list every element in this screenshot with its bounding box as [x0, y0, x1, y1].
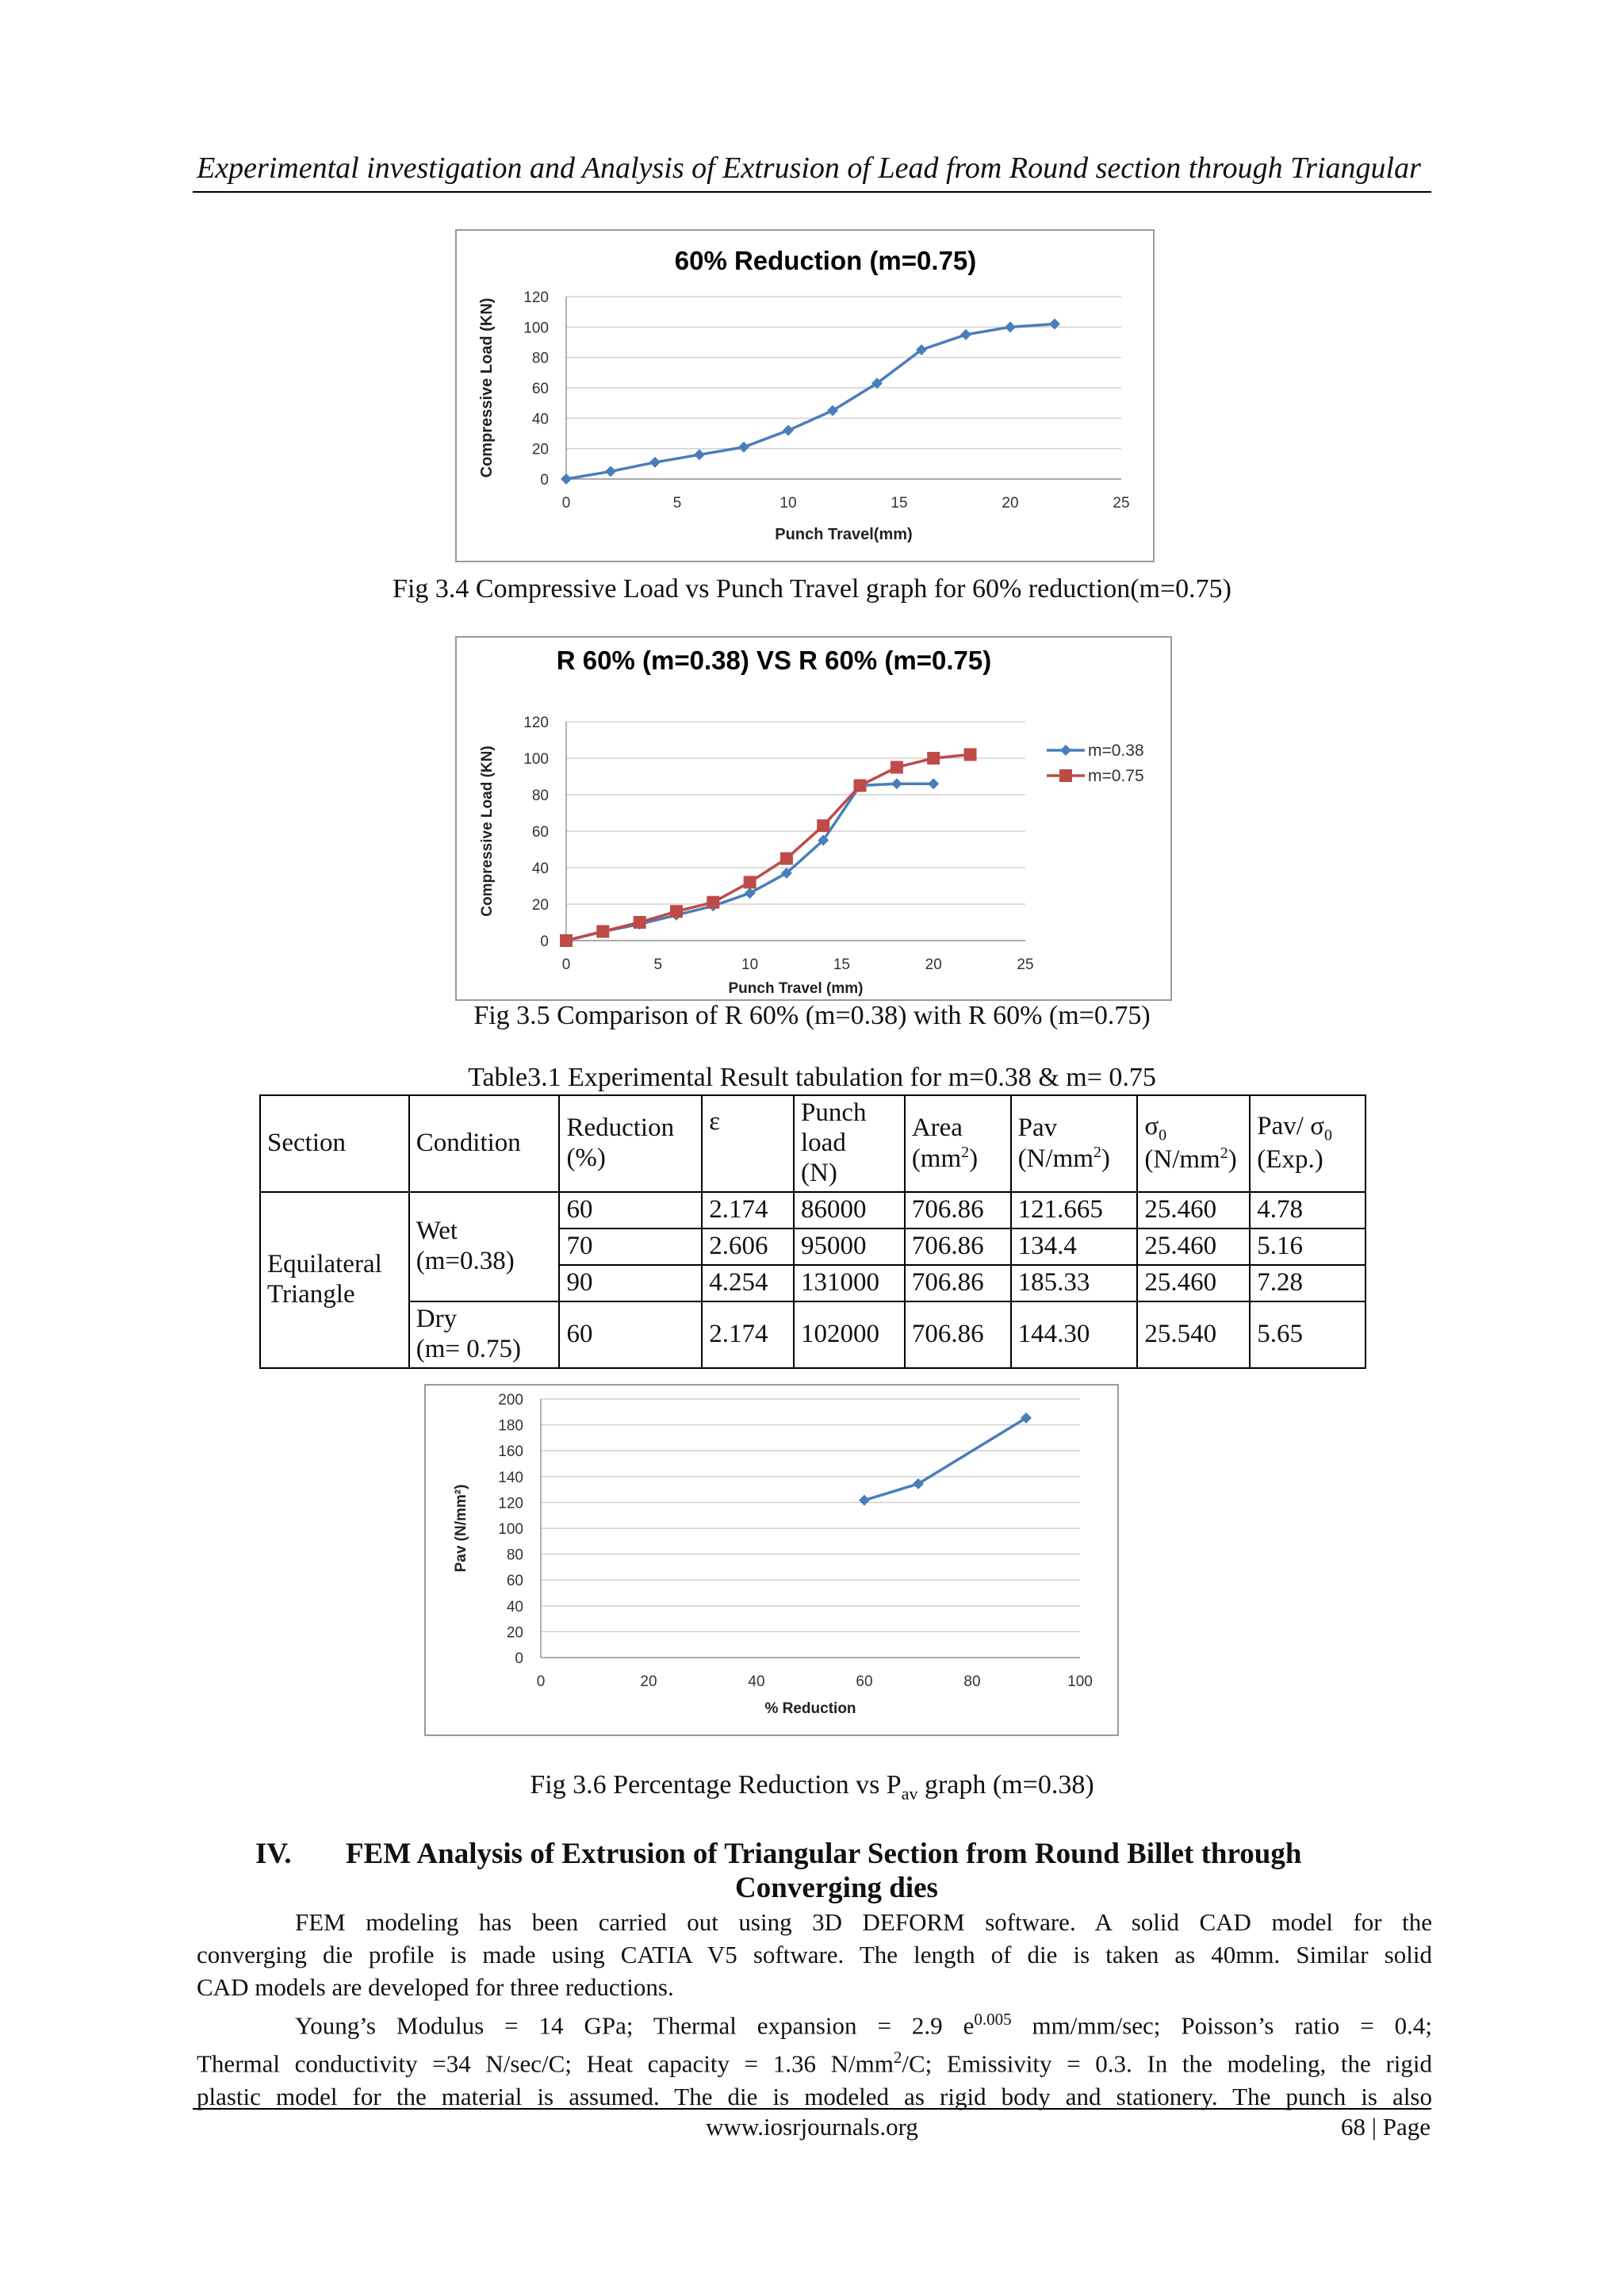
header-punch-line3: (N) [801, 1158, 837, 1187]
dry-line1: Dry [416, 1304, 458, 1333]
x-tick-label: 0 [561, 495, 571, 512]
cell-strain: 2.174 [702, 1301, 794, 1368]
y-axis-label: Compressive Load (KN) [479, 746, 496, 917]
data-point [560, 934, 573, 947]
header-reduction-line1: Reduction [566, 1114, 675, 1143]
footer-rule [193, 2108, 1431, 2110]
footer-page: 68 | Page [1341, 2113, 1431, 2141]
header-pav-sup: 2 [1093, 1143, 1101, 1161]
y-tick-label: 0 [540, 933, 549, 950]
chart-title: 60% Reduction (m=0.75) [674, 246, 977, 275]
cell-strain: 2.174 [702, 1192, 794, 1228]
data-point [745, 887, 756, 899]
legend-label: m=0.38 [1088, 742, 1144, 760]
fig36-caption-post: graph (m=0.38) [917, 1770, 1094, 1800]
header-area-unit: (mm [911, 1144, 962, 1173]
footer-site: www.iosrjournals.org [706, 2113, 918, 2141]
cell-pav: 134.4 [1011, 1228, 1138, 1265]
y-tick-label: 40 [531, 861, 549, 877]
header-ratio-line2: (Exp.) [1257, 1144, 1323, 1174]
x-tick-label: 0 [536, 1673, 546, 1690]
table-caption: Table3.1 Experimental Result tabulation for m=0.38 & m= 0.75 [468, 1063, 1156, 1092]
y-tick-label: 100 [498, 1521, 523, 1538]
x-tick-label: 40 [748, 1673, 765, 1690]
data-point [927, 752, 940, 765]
p2-text-c: Thermal conductivity =34 N/sec/C; Heat capacity = 1.36 N/mm [197, 2049, 894, 2078]
y-tick-label: 120 [523, 289, 549, 306]
y-tick-label: 80 [531, 350, 549, 367]
table-row [260, 1301, 1365, 1368]
header-ratio [1250, 1095, 1365, 1192]
header-pav-line1: Pav [1017, 1113, 1058, 1142]
section-title-line2: Converging dies [735, 1872, 938, 1904]
cell-pav: 121.665 [1011, 1192, 1138, 1228]
x-tick-label: 10 [741, 956, 759, 973]
y-tick-label: 60 [506, 1573, 523, 1590]
header-rule [193, 191, 1431, 193]
y-tick-label: 140 [498, 1469, 523, 1486]
header-pav [1011, 1095, 1138, 1192]
header-sigma-close: ) [1228, 1145, 1237, 1175]
cell-reduction: 70 [559, 1228, 702, 1265]
y-tick-label: 120 [498, 1495, 523, 1512]
header-sigma-symbol: σ [1144, 1111, 1159, 1140]
x-tick-label: 5 [672, 495, 682, 512]
cell-punch-load: 95000 [794, 1228, 905, 1265]
y-tick-label: 40 [506, 1598, 523, 1616]
p2-line2 [197, 2041, 1432, 2079]
x-tick-label: 25 [1017, 956, 1034, 973]
header-area [905, 1095, 1011, 1192]
p2-text-a: Young’s Modulus = 14 GPa; Thermal expansion = 2.9 e [295, 2011, 975, 2040]
header-pav-unit: (N/mm [1017, 1144, 1094, 1173]
header-pav-close: ) [1101, 1144, 1110, 1173]
dry-condition-cell [409, 1301, 560, 1368]
series-line [864, 1418, 1026, 1501]
chart-fig35 [455, 636, 1172, 1001]
header-condition: Condition [409, 1095, 560, 1192]
y-tick-label: 80 [531, 788, 549, 804]
y-tick-label: 20 [531, 897, 549, 914]
legend-marker [1059, 769, 1072, 782]
p2-text-d: /C; Emissivity = 0.3. In the modeling, the rigid [902, 2049, 1433, 2078]
header-punch-line2: load [801, 1129, 846, 1158]
p2-text-b: mm/mm/sec; Poisson’s ratio = 0.4; [1011, 2011, 1432, 2040]
data-point [817, 819, 829, 832]
fig36-caption-text: Fig 3.6 Percentage Reduction vs P [530, 1770, 902, 1800]
data-point [707, 896, 719, 909]
legend-marker [1060, 745, 1071, 756]
chart-fig34-svg [457, 231, 1153, 561]
chart-title: R 60% (m=0.38) VS R 60% (m=0.75) [556, 646, 992, 675]
header-reduction [559, 1095, 702, 1192]
cell-strain: 2.606 [702, 1228, 794, 1265]
data-point [964, 748, 977, 761]
y-axis-label: Compressive Load (KN) [478, 297, 496, 478]
cell-ratio: 7.28 [1250, 1265, 1365, 1301]
running-header: Experimental investigation and Analysis of Extrusion of Lead from Round section through Triangular [197, 151, 1421, 185]
y-axis-label: Pav (N/mm²) [453, 1484, 469, 1573]
header-ratio-sub: 0 [1324, 1126, 1333, 1144]
y-tick-label: 0 [540, 472, 549, 489]
x-tick-label: 15 [833, 956, 850, 973]
y-tick-label: 200 [498, 1392, 523, 1409]
chart-fig36 [424, 1384, 1119, 1736]
section-title-line1: FEM Analysis of Extrusion of Triangular Section from Round Billet through [346, 1838, 1302, 1870]
dry-line2: (m= 0.75) [416, 1334, 522, 1363]
x-tick-label: 0 [561, 956, 571, 973]
x-tick-label: 60 [856, 1673, 873, 1690]
header-area-line1: Area [911, 1113, 963, 1142]
x-axis-label: Punch Travel (mm) [728, 980, 864, 997]
cell-ratio: 5.16 [1250, 1228, 1365, 1265]
data-point [960, 329, 971, 340]
y-tick-label: 120 [523, 715, 549, 731]
data-point [670, 905, 683, 918]
y-tick-label: 40 [531, 411, 549, 428]
x-tick-label: 25 [1113, 495, 1130, 512]
data-point [891, 761, 903, 774]
x-axis-label: Punch Travel(mm) [775, 526, 913, 543]
cell-punch-load: 86000 [794, 1192, 905, 1228]
results-table [259, 1094, 1366, 1369]
x-axis-label: % Reduction [764, 1700, 856, 1717]
data-point [634, 916, 646, 929]
p1-line1: FEM modeling has been carried out using 3D DEFORM software. A solid CAD model for the [295, 1908, 1432, 1936]
y-tick-label: 180 [498, 1417, 523, 1435]
cell-area: 706.86 [905, 1228, 1011, 1265]
data-point [1005, 321, 1016, 332]
wet-line1: Wet [416, 1216, 458, 1245]
header-sigma-unit: (N/mm [1144, 1145, 1220, 1175]
data-point [738, 442, 749, 453]
cell-area: 706.86 [905, 1301, 1011, 1368]
section-line2: Triangle [267, 1279, 355, 1309]
cell-strain: 4.254 [702, 1265, 794, 1301]
wet-line2: (m=0.38) [416, 1246, 515, 1275]
header-punch-load [794, 1095, 905, 1192]
chart-fig34 [455, 229, 1155, 562]
header-reduction-line2: (%) [566, 1144, 606, 1172]
p2-sup: 0.005 [974, 2010, 1012, 2029]
cell-reduction: 90 [559, 1265, 702, 1301]
data-point [561, 473, 572, 485]
y-tick-label: 100 [523, 320, 549, 337]
cell-area: 706.86 [905, 1265, 1011, 1301]
legend-label: m=0.75 [1088, 767, 1144, 785]
x-tick-label: 80 [963, 1673, 981, 1690]
cell-reduction: 60 [559, 1192, 702, 1228]
x-tick-label: 10 [779, 495, 797, 512]
data-point [854, 780, 867, 792]
x-tick-label: 15 [891, 495, 908, 512]
header-area-close: ) [969, 1144, 979, 1173]
header-punch-line1: Punch [801, 1098, 867, 1128]
cell-reduction: 60 [559, 1301, 702, 1368]
paragraph-2 [197, 2003, 1432, 2113]
header-area-sup: 2 [961, 1143, 970, 1161]
series-line [566, 784, 933, 941]
cell-sigma: 25.460 [1137, 1192, 1250, 1228]
y-tick-label: 80 [506, 1547, 523, 1564]
y-tick-label: 60 [531, 824, 549, 841]
p1-line3: CAD models are developed for three reductions. [197, 1973, 674, 2001]
x-tick-label: 100 [1067, 1673, 1093, 1690]
chart-fig35-svg [457, 638, 1170, 999]
y-tick-label: 20 [506, 1624, 523, 1642]
table-header-row [260, 1095, 1365, 1192]
data-point [694, 449, 705, 460]
fig34-caption: Fig 3.4 Compressive Load vs Punch Travel graph for 60% reduction(m=0.75) [393, 574, 1231, 604]
x-tick-label: 20 [1002, 495, 1019, 512]
data-point [928, 778, 939, 789]
y-tick-label: 20 [531, 441, 549, 458]
data-point [596, 926, 609, 938]
y-tick-label: 100 [523, 751, 549, 768]
data-point [605, 466, 616, 477]
data-point [1049, 319, 1060, 330]
p2-line1 [197, 2003, 1432, 2041]
cell-pav: 144.30 [1011, 1301, 1138, 1368]
cell-ratio: 4.78 [1250, 1192, 1365, 1228]
data-point [744, 876, 756, 888]
header-section: Section [260, 1095, 409, 1192]
section-number: IV. [255, 1838, 292, 1870]
y-tick-label: 60 [531, 381, 549, 397]
wet-condition-cell [409, 1192, 560, 1301]
x-tick-label: 5 [653, 956, 663, 973]
fig35-caption: Fig 3.5 Comparison of R 60% (m=0.38) with R 60% (m=0.75) [473, 1001, 1151, 1030]
cell-sigma: 25.460 [1137, 1265, 1250, 1301]
p1-line2: converging die profile is made using CATIA V5 software. The length of die is taken as 40mm. Similar solid [197, 1941, 1432, 1968]
data-point [649, 457, 661, 468]
cell-sigma: 25.460 [1137, 1228, 1250, 1265]
header-sigma-sub: 0 [1159, 1126, 1167, 1144]
fig36-caption-sub: av [901, 1783, 918, 1803]
header-sigma [1137, 1095, 1250, 1192]
cell-sigma: 25.540 [1137, 1301, 1250, 1368]
cell-area: 706.86 [905, 1192, 1011, 1228]
header-ratio-line1: Pav/ σ [1257, 1112, 1325, 1141]
cell-ratio: 5.65 [1250, 1301, 1365, 1368]
x-tick-label: 20 [640, 1673, 657, 1690]
section-line1: Equilateral [267, 1249, 382, 1278]
p2-line3: plastic model for the material is assumed. The die is modeled as rigid body and stationery. The punch is also [197, 2082, 1432, 2110]
paragraph-1 [197, 1906, 1432, 2003]
chart-fig36-svg [426, 1386, 1117, 1734]
y-tick-label: 160 [498, 1443, 523, 1461]
header-strain: ε [702, 1095, 794, 1192]
data-point [859, 1495, 870, 1506]
y-tick-label: 0 [515, 1650, 523, 1667]
section-cell [260, 1192, 409, 1368]
cell-pav: 185.33 [1011, 1265, 1138, 1301]
cell-punch-load: 131000 [794, 1265, 905, 1301]
data-point [783, 425, 794, 436]
data-point [780, 853, 793, 865]
fig36-caption [0, 1770, 1624, 1804]
data-point [891, 778, 902, 789]
x-tick-label: 20 [925, 956, 942, 973]
header-sigma-sup: 2 [1220, 1144, 1228, 1163]
p2-sup2: 2 [893, 2048, 902, 2068]
table-row [260, 1192, 1365, 1228]
series-line [566, 324, 1055, 480]
cell-punch-load: 102000 [794, 1301, 905, 1368]
